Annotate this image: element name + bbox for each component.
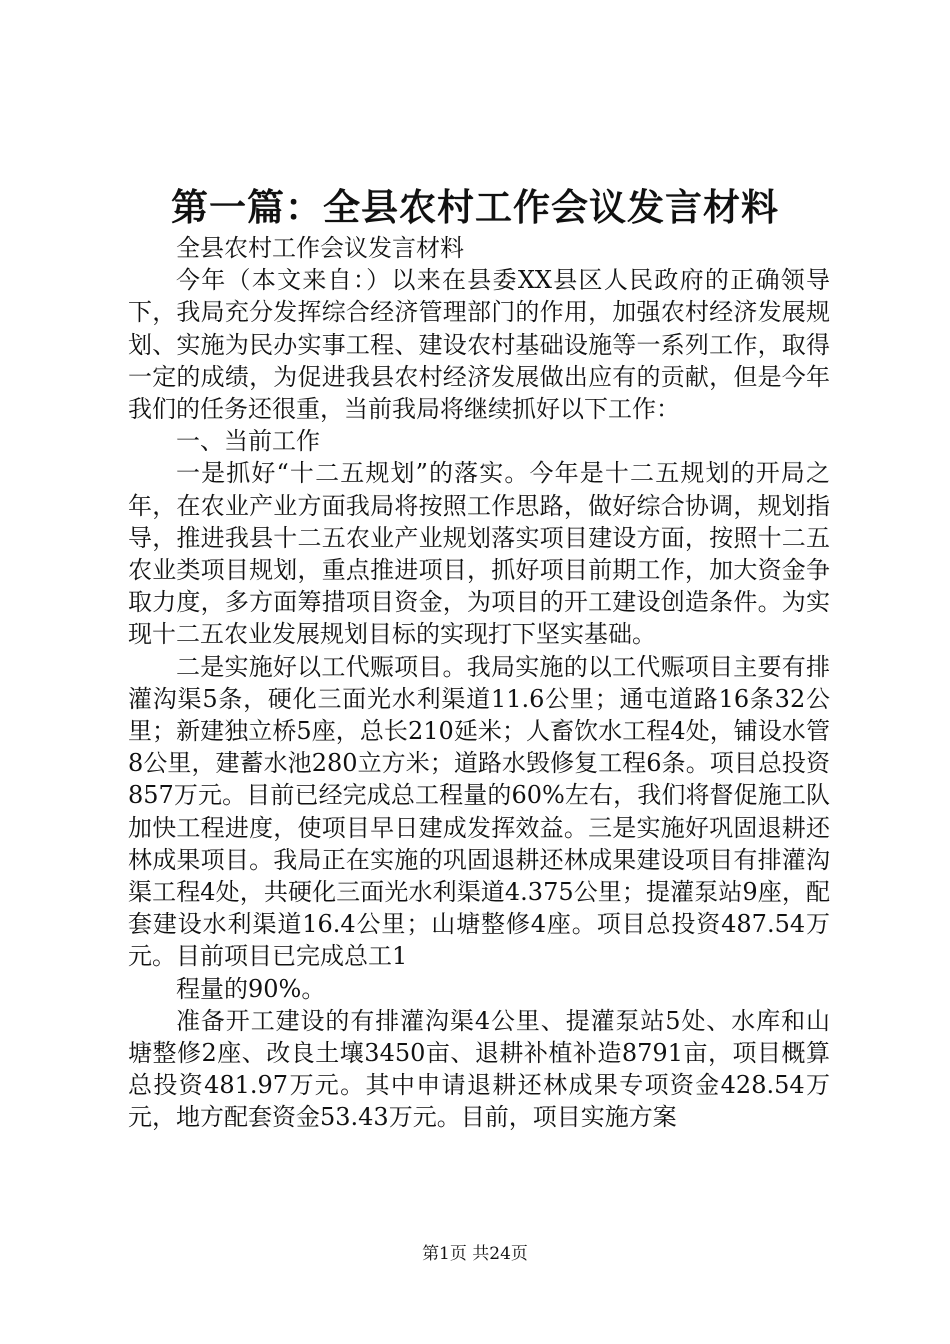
paragraph-intro: 今年（本文来自：）以来在县委XX县区人民政府的正确领导下，我局充分发挥综合经济管理部门的作用，加强农村经济发展规划、实施为民办实事工程、建设农村基础设施等一系列工作，取得一定的成绩，为促进我县农村经济发展做出应有的贡献，但是今年我们的任务还很重，当前我局将继续抓好以下工作： [128,266,830,424]
document-body [128,232,830,1134]
page-number-footer: 第1页 共24页 [422,1244,528,1264]
paragraph-continuation: 程量的90%。 [176,974,326,1003]
paragraph-planned-projects: 准备开工建设的有排灌沟渠4公里、提灌泵站5处、水库和山塘整修2座、改良土壤3450亩、退耕补植补造8791亩，项目概算总投资481.97万元。其中申请退耕还林成果专项资金428.54万元，地方配套资金53.43万元。目前，项目实施方案 [128,1006,830,1132]
document-title: 第一篇：全县农村工作会议发言材料 [171,186,779,229]
paragraph-subtitle: 全县农村工作会议发言材料 [176,234,464,262]
paragraph-item-one: 一是抓好“十二五规划”的落实。今年是十二五规划的开局之年，在农业产业方面我局将按照工作思路，做好综合协调，规划指导，推进我县十二五农业产业规划落实项目建设方面，按照十二五农业类项目规划，重点推进项目，抓好项目前期工作，加大资金争取力度，多方面筹措项目资金，为项目的开工建设创造条件。为实现十二五农业发展规划目标的实现打下坚实基础。 [128,459,830,649]
paragraph-item-two: 二是实施好以工代赈项目。我局实施的以工代赈项目主要有排灌沟渠5条，硬化三面光水利渠道11.6公里；通屯道路16条32公里；新建独立桥5座，总长210延米；人畜饮水工程4处，铺设水管8公里，建蓄水池280立方米；道路水毁修复工程6条。项目总投资857万元。目前已经完成总工程量的60%左右，我们将督促施工队加快工程进度，使项目早日建成发挥效益。三是实施好巩固退耕还林成果项目。我局正在实施的巩固退耕还林成果建设项目有排灌沟渠工程4处，共硬化三面光水利渠道4.375公里；提灌泵站9座，配套建设水利渠道16.4公里；山塘整修4座。项目总投资487.54万元。目前项目已完成总工1 [128,652,830,971]
section-heading-current-work: 一、当前工作 [176,427,320,456]
